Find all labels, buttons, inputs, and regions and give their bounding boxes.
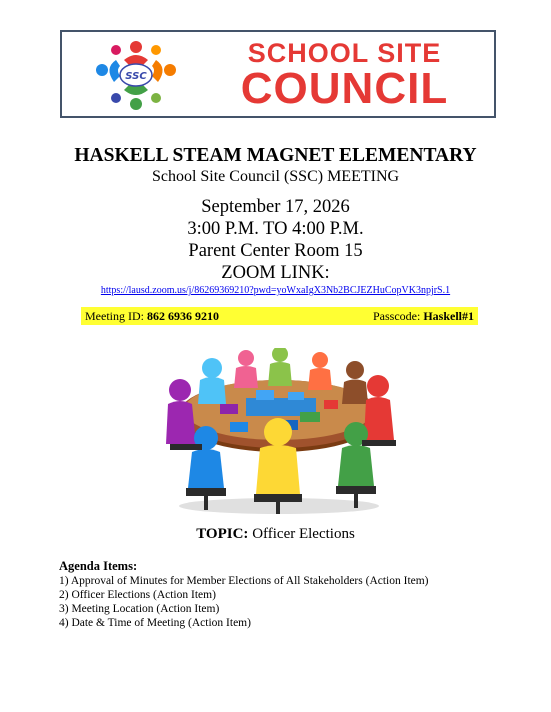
meeting-title: School Site Council (SSC) MEETING xyxy=(151,168,400,185)
meeting-time: 3:00 P.M. TO 4:00 P.M. xyxy=(187,219,364,239)
topic-value: Officer Elections xyxy=(248,526,355,542)
agenda-item: 2) Officer Elections (Action Item) xyxy=(59,589,216,601)
passcode-label: Passcode: xyxy=(373,309,424,323)
meeting-id-label: Meeting ID: xyxy=(85,309,147,323)
meeting-location: Parent Center Room 15 xyxy=(188,241,363,261)
passcode xyxy=(373,309,474,324)
school-name: HASKELL STEAM MAGNET ELEMENTARY xyxy=(74,145,477,166)
figure-lightblue xyxy=(198,358,226,404)
agenda-item: 3) Meeting Location (Action Item) xyxy=(59,603,220,615)
logo-text: SSC xyxy=(125,71,147,82)
topic xyxy=(0,526,551,543)
agenda-heading: Agenda Items: xyxy=(59,559,138,573)
figure-brown xyxy=(342,361,368,404)
topic-label: TOPIC: xyxy=(196,526,249,542)
figure-red xyxy=(364,375,394,440)
agenda-item: 1) Approval of Minutes for Member Elections of All Stakeholders (Action Item) xyxy=(59,575,429,587)
header-banner xyxy=(60,30,496,118)
figure-pink xyxy=(234,350,258,388)
zoom-link[interactable]: https://lausd.zoom.us/j/86269369210?pwd=yoWxaIgX3Nb2BCJEZHuCopVK3npjrS.1 xyxy=(100,285,451,296)
figure-orange xyxy=(308,352,332,390)
banner-title-line1: SCHOOL SITE xyxy=(247,38,442,68)
figure-green xyxy=(268,348,292,386)
meeting-table-illustration xyxy=(160,348,398,516)
ssc-logo xyxy=(84,38,188,112)
passcode-value: Haskell#1 xyxy=(423,309,474,323)
banner-title-line2: COUNCIL xyxy=(240,64,449,113)
zoom-heading: ZOOM LINK: xyxy=(221,263,330,283)
meeting-id-bar xyxy=(81,307,478,325)
agenda-item: 4) Date & Time of Meeting (Action Item) xyxy=(59,617,251,629)
agenda-list xyxy=(59,574,429,630)
meeting-id-value: 862 6936 9210 xyxy=(147,309,219,323)
banner-title xyxy=(202,40,487,111)
figure-purple xyxy=(166,379,196,444)
meeting-id xyxy=(85,309,219,324)
meeting-date: September 17, 2026 xyxy=(201,197,350,217)
